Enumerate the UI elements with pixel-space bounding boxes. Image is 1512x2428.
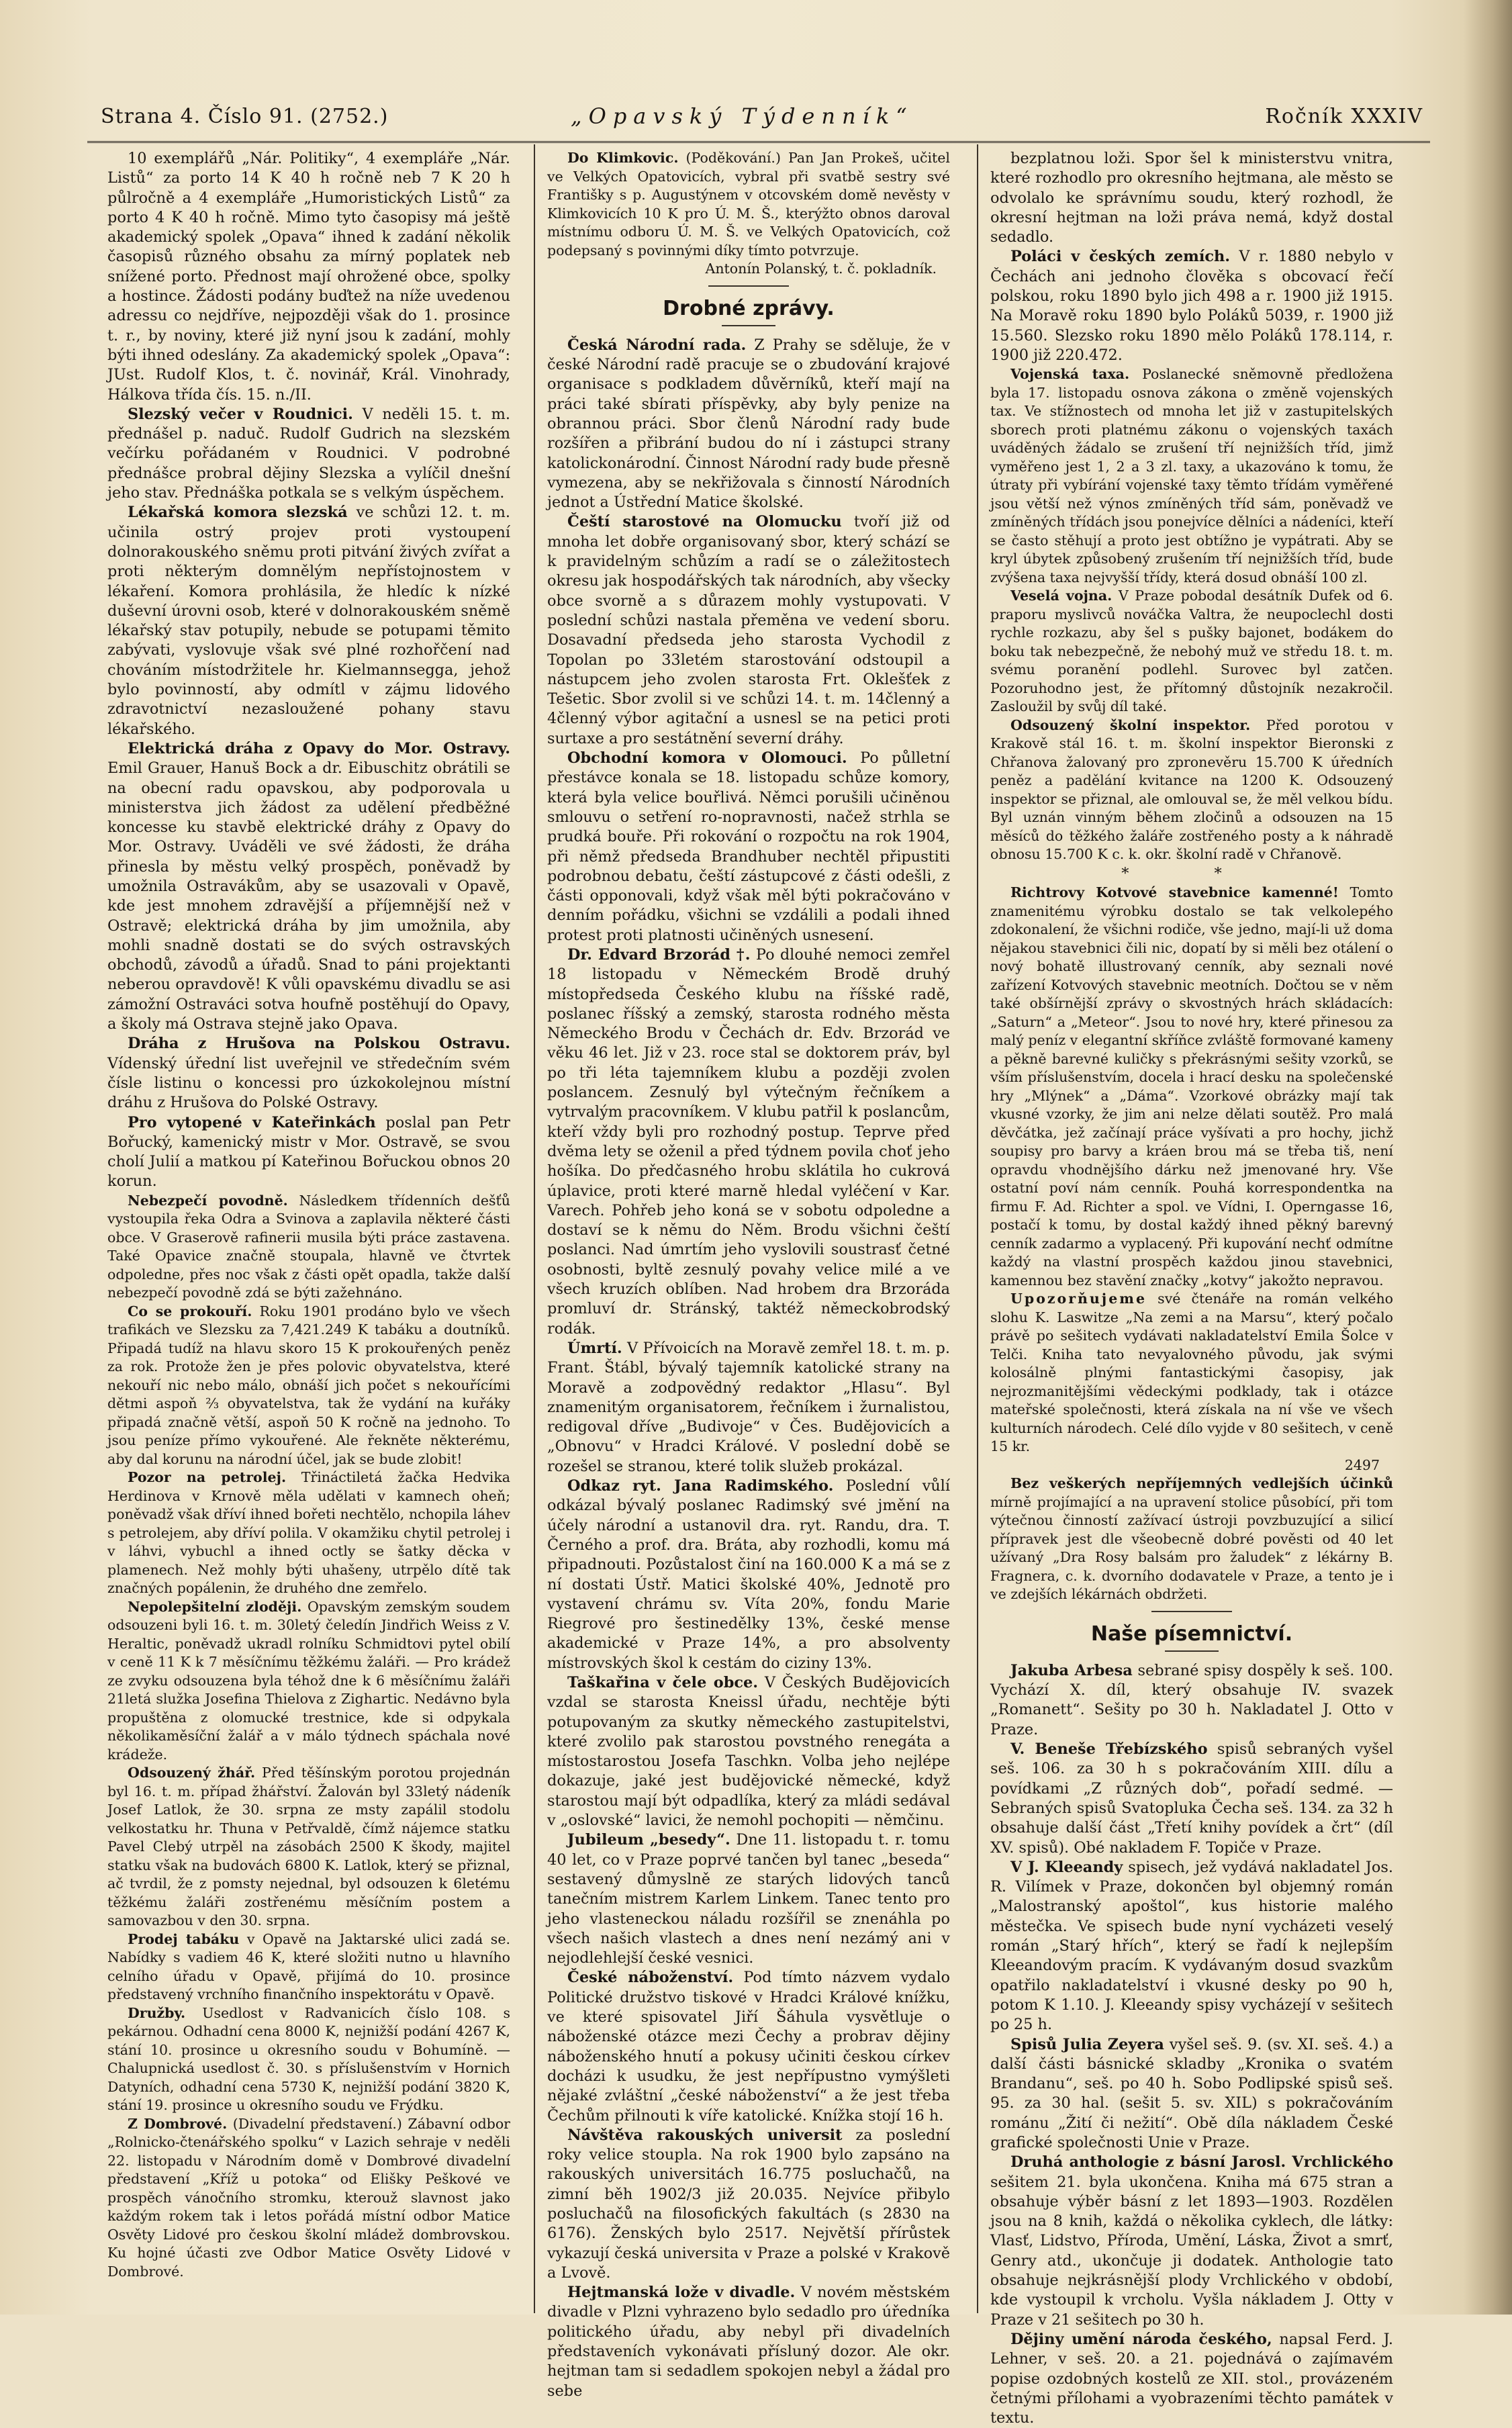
advert-balsam-text: mírně projímající a na upravení stolice působící, při tom výtečnou činností zažívací ústroji povzbuzující a silicí přípravek jest dle všeobecně dobré pověsti od 40 let užívaný „Dra Rosy balsám pro žaludek“ z lékárny B. Fragnera, c. k. dvorního dodavatele v Praze, a tento je i ve zdejších lékárnách obdržeti. <box>990 1493 1393 1603</box>
article-text: Třináctiletá žačka Hedvika Herdinova v Krnově měla udělati v kamnech oheň; poněvadž však dříví ihned bořeti nechtělo, nchopila láhev s petrolejem, aby dříví polila. V okamžiku chytil petrolej i v láhvi, vybuchl a ihned octly se šatky děcka v plamenech. Než mohly býti uhašeny, utrpělo dítě tak značných popálenin, že druhého dne zemřelo. <box>107 1469 510 1597</box>
advert-balsam-title: Bez veškerých nepříjemných vedlejších účinků <box>1010 1475 1393 1492</box>
section-title-drobne-zpravy: Drobné zprávy. <box>663 296 835 320</box>
article-lead: Prodej tabáku <box>128 1930 240 1947</box>
article-paragraph <box>547 336 950 513</box>
article-text: Poslední vůlí odkázal bývalý poslanec Radimský své jmění na účely národní a ustanovil dra. ryt. Randu, dra. T. Černého a prof. dra. Bráta, aby rozhodli, komu má připadnouti. Pozůstalost činí na 160.000 K a má se z ní dostati Ústř. Matici školské 40%, Jednotě pro vystavení chrámu sv. Víta 20%, fondu Marie Riegrové pro šestinedělky 13%, české mense akademické v Praze 14%, a pro absolventy místrovských škol k cestám do ciziny 13%. <box>547 1477 950 1672</box>
advert-balsam <box>990 1475 1393 1604</box>
article-lead: Pro vytopené v Kateřinkách <box>128 1113 376 1131</box>
article-paragraph <box>107 1468 510 1598</box>
notice-text: své čtenáře na román velkého slohu K. Laswitze „Na zemi a na Marsu“, který počalo právě po sešitech vydávati nakladatelství Emila Šolce v Telči. Kniha tato nevyalovného původu, jak svými kolosálně plnými fantastickými časopisy, jak nejrozmanitějšími vědeckými podklady, tak i otázce mateřské společnosti, která získala na ní vše ve všech kulturních národech. Celé dílo vyjde v 80 sešitech, v ceně 15 kr. <box>990 1291 1393 1455</box>
article-paragraph <box>547 1339 950 1477</box>
article-paragraph <box>547 945 950 1339</box>
article-lead: Z Dombrové. <box>128 2115 228 2132</box>
column-3 <box>990 149 1394 2427</box>
article-lead: Vojenská taxa. <box>1010 366 1130 383</box>
section-divider <box>722 325 775 326</box>
article-paragraph <box>990 247 1393 365</box>
article-paragraph <box>547 149 950 260</box>
article-paragraph <box>107 1303 510 1469</box>
advert-kotva <box>990 884 1393 1290</box>
article-text: Emil Grauer, Hanuš Bock a dr. Eibuschitz obrátili se na obecní radu opavskou, aby podporovala u ministerstva jich žádost za udělení předběžné koncesse ku stavbě elektrické dráhy z Opavy do Mor. Ostravy. Uváděli ve své žádosti, že dráha přinesla by městu velký prospěch, poněvadž by umožnila Ostravákům, aby se usazovali v Opavě, kde jest mnohem zdravější a příjemnější než v Ostravě; elektrická dráha by jim umožnila, aby mohli snadně dostati se do svých ostravských obchodů, závodů a úřadů. Snad to páni projektanti neberou opravdově! K vůli opavskému divadlu se asi zámožní Ostraváci sotva houfně postěhují do Opavy, a školy má Ostrava stejně jako Opava. <box>107 759 510 1033</box>
article-text: napsal Ferd. J. Lehner, v seš. 20. a 21. pojednává o zajímavém popise ozdobných kostelů ze XII. stol., provázeném četnými přílohami a vyobrazeními těchto památek v textu. <box>990 2330 1393 2427</box>
article-lead: Taškařina v čele obce. <box>567 1673 759 1691</box>
article-lead: České náboženství. <box>567 1969 734 1987</box>
article-text: Před těšínským porotou projednán byl 16. t. m. případ žhářství. Žalován byl 33letý nádeník Josef Latlok, že 30. srpna ze msty zapálil stodolu velkostatku hr. Thuna v Petřvaldě, čímž nájemce statku Pavel Clebý utrpěl na zásobách 2500 K škody, majitel statku však na budovách 6800 K. Latlok, který se přiznal, ač tvrdil, že z pomsty nejednal, byl odsouzen k 6letému těžkému žaláři zostřenému měsíčním postem a samovazbou v den 30. srpna. <box>107 1765 510 1929</box>
article-text: Dne 11. listopadu t. r. tomu 40 let, co v Praze poprvé tančen byl tanec „beseda“ sestavený důmyslně ze starých lidových tanců tanečním mistrem Karlem Linkem. Tanec tento pro jeho vlasteneckou náladu rozšířil se znenáhla po všech našich vlastech a dnes není nezámý ani v nejodlehlejší české vesnici. <box>547 1831 950 1967</box>
article-paragraph <box>547 512 950 749</box>
volume-number: Ročník XXXIV <box>1265 105 1423 128</box>
article-lead: Pozor na petrolej. <box>128 1469 287 1486</box>
article-lead: Hejtmanská lože v divadle. <box>567 2284 796 2302</box>
article-paragraph <box>990 716 1393 864</box>
article-text: V Českých Budějovicích vzdal se starosta Kneissl úřadu, nechtěje býti potupovaným za skutky německého zastupitelstvi, které zvolilo pak starostou povstného renegáta a místostarostou Josefa Taschkn. Volba jeho nejlépe dokazuje, jaké jest budějovické německé, když starostou mají být odpadlíka, který za mládi sedával v „oslovské“ lavici, že nemohl pochopiti — němčinu. <box>547 1673 950 1830</box>
article-paragraph <box>990 1858 1393 2035</box>
article-paragraph <box>107 1598 510 1765</box>
column-2 <box>547 149 951 2400</box>
article-paragraph <box>547 1673 950 1830</box>
article-lead: Nebezpečí povodně. <box>128 1192 288 1209</box>
newspaper-title: „Opavský Týdenník“ <box>571 103 914 129</box>
article-text: spisech, jež vydává nakladatel Jos. R. Vilímek v Praze, dokončen byl objemný román „Malostranský apoštol“, kus historie malého městečka. Ve spisech bude nyní vycházeti veselý román „Starý hřích“, který se řadí k nejlepším Kleeandovým pracím. K vydávaným dosud svazkům opatřilo nakladatelství i vkusné desky po 90 h, potom K 1.10. J. Kleeandy spisy vycházejí v sešitech po 25 h. <box>990 1858 1393 2034</box>
article-lead: Družby. <box>128 2004 186 2021</box>
article-paragraph <box>107 1034 510 1113</box>
notice-laswitz <box>990 1290 1393 1456</box>
article-lead: Jubileum „besedy“. <box>567 1831 730 1849</box>
article-paragraph <box>547 2283 950 2401</box>
article-paragraph <box>107 1764 510 1930</box>
article-paragraph <box>107 503 510 739</box>
article-paragraph <box>990 1661 1393 1740</box>
article-lead: Dějiny umění národa českého, <box>1010 2330 1272 2348</box>
article-text: V novém městském divadle v Plzni vyhrazeno bylo sedadlo pro úředníka politického úřadu, aby nebyl při divadelních představeních vykonávati přísluný dozor. Ale okr. hejtman tam si sedadlem spokojen nebyl a žádal pro sebe <box>547 2284 950 2400</box>
column-rule-2 <box>977 144 978 2313</box>
article-paragraph <box>990 365 1393 587</box>
page-header <box>87 101 1430 141</box>
article-lead: Dráha z Hrušova na Polskou Ostravu. <box>128 1035 510 1053</box>
notice-title: Upozorňujeme <box>1010 1291 1147 1307</box>
article-text: Po půlletní přestávce konala se 18. listopadu schůze komory, která byla velice bouřlivá. Němci porušili učiněnou smlouvu o setření ro-nopravnosti, načež strhla se prudká bouře. Při rokování o rozpočtu na rok 1904, při němž předseda Brandhuber nechtěl připustiti podrobnou debatu, čeští zástupcové z části odešli, z části opponovali, když však měl býti pokračováno v denním pořádku, všichni se vzdálili a podali ihned protest proti platnosti učiněných usnesení. <box>547 749 950 944</box>
article-lead: Dr. Edvard Brzorád †. <box>567 946 751 964</box>
article-paragraph <box>547 2126 950 2283</box>
article-text: sebrané spisy dospěly k seš. 100. Vychází X. díl, který obsahuje IV. svazek „Romanett“. Sešity po 30 h. Nakladatel J. Otto v Praze. <box>990 1661 1393 1738</box>
article-paragraph <box>107 1930 510 2004</box>
signature: Antonín Polanský, t. č. pokladník. <box>705 261 937 277</box>
article-lead: Úmrtí. <box>567 1339 622 1357</box>
article-text: sešitem 21. byla ukončena. Kniha má 675 stran a obsahuje výběr básní z let 1893—1903. Rozdělen jsou na 8 knih, každá o několika cyklech, dle látky: Vlasť, Lidstvo, Příroda, Umění, Láska, Život a smrť, Genry atd., ukončuje ji dodatek. Anthologie tato obsahuje nejkrásnější plody Vrchlického v období, kde vystoupil k vrcholu. Vyšla nákladem J. Otty v Praze v 21 sešitech po 30 h. <box>990 2173 1393 2329</box>
article-lead: Co se prokouří. <box>128 1303 252 1319</box>
article-paragraph <box>107 2115 510 2282</box>
article-lead: Čeští starostové na Olomucku <box>567 513 842 531</box>
article-text: V Přívoicích na Moravě zemřel 18. t. m. p. Frant. Štábl, bývalý tajemník katolické strany na Moravě a zodpovědný redaktor „Hlasu“. Byl znamenitým organisatorem, řečníkem i žurnalistou, redigoval dříve „Budivoje“ v Čes. Budějovicích a „Obnovu“ v Hradci Králové. V poslední době se rozešel se stranou, které tolik služeb prokázal. <box>547 1339 950 1475</box>
article-text: V Praze pobodal desátník Dufek od 6. praporu myslivců nováčka Valtra, že neupoclechl dosti rychle rozkazu, aby šel s pušky bajonet, bodákem do boku tak nebezpečně, že nebohý muž ve středu 18. t. m. svému poranění podlehl. Surovec byl zatčen. Pozoruhodno jest, že přítomný důstojník nezakročil. Zasloužil by svůj díl také. <box>990 588 1394 715</box>
article-paragraph <box>990 1740 1393 1858</box>
article-text: Opavským zemským soudem odsouzeni byli 16. t. m. 30letý čeledín Jindřich Weiss z V. Heraltic, poněvadž ukradl rolníku Schmidtovi pytel obilí v ceně 11 K k 7 měsíčnímu těžkému žaláři. — Pro krádež ze zvyku odsouzena byla téhož dne k 6 měsíčnímu žaláři 21letá služka Josefina Thielova z Zighartic. Nedávno byla propuštěna z olomucké trestnice, kde si odpykala několikaměsíční žalář a v málo týdnech spáchala nové krádeže. <box>107 1598 510 1763</box>
article-text: tvoří již od mnoha let dobře organisovaný sbor, který schází se k pravidelným schůzím a radí se o záležitostech okresu jak hospodářských tak národních, aby všecky obce svorně a s důrazem mohly vystupovati. V poslední schůzi nastala přeměna ve vedení sboru. Dosavadní předseda jeho starosta Vychodil z Topolan po 33letém starostování odstoupil a nástupcem jeho zvolen starosta Frt. Oklešťek z Tešetic. Sbor zvolil si ve schůzi 14. t. m. 14členný a 4členný výbor agitační a usnesl se na petici proti surtaxe a pro sestátnění severní dráhy. <box>547 513 950 747</box>
section-divider <box>1165 1650 1219 1652</box>
article-lead: Spisů Julia Zeyera <box>1010 2035 1164 2053</box>
article-paragraph <box>547 1968 950 2125</box>
article-lead: Odsouzený žhář. <box>128 1765 256 1781</box>
article-paragraph <box>107 149 510 405</box>
page-binding-shadow <box>1464 0 1512 2315</box>
article-text: (Poděkování.) Pan Jan Prokeš, učitel ve Velkých Opatovicích, vybral při svatbě sestry své Františky s p. Augustýnem v otcovském domě nevěsty v Klimkovicích 10 K pro Ú. M. Š., kterýžto obnos daroval místnímu odboru Ú. M. Š. ve Velkých Opatovicích, což podepsaný s povinnými díky tímto potvrzuje. <box>547 150 950 259</box>
article-text: ve schůzi 12. t. m. učinila ostrý projev proti vystoupení dolnorakouského sněmu proti pitvání živých zvířat a proti některým domnělým nepřístojnostem v lékaření. Komora prohlásila, že hledíc k nízké duševní úrovni osob, které v dolnorakouském sněmě lékařský stav potupily, nebude se potupami těmito zabývati, vyslovuje však své plné rozhořčení nad chováním místodržitele hr. Kielmannsegga, jehož bylo povinností, aby odmítl v zájmu lidového zdravotnictví nezasloužené pohany stavu lékařského. <box>107 504 511 738</box>
article-lead: V J. Kleeandy <box>1010 1858 1123 1876</box>
article-paragraph <box>107 405 510 503</box>
notice-code: 2497 <box>1344 1456 1380 1473</box>
article-text: 10 exemplářů „Nár. Politiky“, 4 exempláře „Nár. Listů“ za porto 14 K 40 h ročně neb 7 K 20 h půlročně a 4 exempláře „Humoristických Listů“ za porto 4 K 40 h ročně. Mimo tyto časopisy má ještě akademický spolek „Opava“ ihned k zadání několik časopisů různého obsahu za mírný poplatek neb snížené porto. Přednost mají ohrožené obce, spolky a hostince. Žádosti podány buďtež na níže uvedenou adressu co nejdříve, nejpozději však do 1. prosince t. r., by noviny, které již nyní jsou k zadání, mohly býti ihned odeslány. Za akademický spolek „Opava“: JUst. Rudolf Klos, t. č. novinář, Král. Vinohrady, Hálkova třída čís. 15. n./II. <box>107 150 510 404</box>
article-paragraph <box>990 2035 1393 2153</box>
column-1 <box>107 149 510 2311</box>
article-text: Pod tímto názvem vydalo Politické družstvo tiskové v Hradci Králové knížku, ve které spisovatel Jiří Šáhula vysvětluje o náboženské otázce mezi Čechy a probrav dějiny náboženského hnutí a pokusy učiniti českou církev docházi k usudku, že jest nepřípustno vymýšleti nějaké zvláštní „české náboženství“ a že jest třeba Čechům přilnouti k víře katolické. Knížka stojí 16 h. <box>547 1969 950 2124</box>
article-lead: Veselá vojna. <box>1010 588 1113 604</box>
article-lead: Do Klimkovic. <box>567 150 679 166</box>
article-text: vyšel seš. 9. (sv. XI. seš. 4.) a další části básnické skladby „Kronika o svatém Brandanu“, seš. po 40 h. Sobo Podlipské spisů seš. 95. za 30 hal. (sešit 5. sv. XIL) s pokračováním románu „Žití či nežití“. Obě díla nákladem České grafické společnosti Unie v Praze. <box>990 2035 1393 2151</box>
article-text: V neděli 15. t. m. přednášel p. naduč. Rudolf Gudrich na slezském večírku pořádaném v Roudnici. V podrobné přednášce probral dějiny Slezska a vylíčil dnešní jeho stav. Přednáška potkala se s velkým úspěchem. <box>107 405 510 502</box>
article-paragraph <box>990 2153 1393 2330</box>
article-lead: Obchodní komora v Olomouci. <box>567 749 847 767</box>
article-paragraph <box>547 1477 950 1673</box>
header-rule <box>87 141 1430 143</box>
article-text: Po dlouhé nemoci zemřel 18 listopadu v Německém Brodě druhý místopředseda Českého klubu na říšské radě, poslanec říšský a zemský, starosta rodného města Německého Brodu v Čechách dr. Edv. Brzorád ve věku 46 let. Již v 23. roce stal se doktorem práv, byl po tři léta tajemníkem klubu a později zvolen poslancem. Zesnulý byl výtečným řečníkem a vytrvalým pracovníkem. V klubu patřil k poslancům, kteří vždy byli pro rozhodný postup. Teprve před dvěma lety se oženil a před týdnem povila choť jeho hošíka. Do předčasného hrobu sklátila ho cukrová úplavice, proti které marně hledal vyléčení v Kar. Varech. Pohřeb jeho koná se v sobotu odpoledne a dostaví se k němu do Něm. Brodu všichni čeští poslanci. Nad úmrtím jeho vyslovili soustrasť četné osobnosti, byltě zesnulý povahy velice milé a ve všech kruzích oblíben. Nad hrobem dra Brzoráda promluví dr. Stránský, taktéž německobrodský rodák. <box>547 946 950 1338</box>
article-text: Vídenský úřední list uveřejnil ve středečním svém čísle listinu o koncessi pro úzkokolejnou místní dráhu z Hrušova do Polské Ostravy. <box>107 1054 510 1112</box>
section-divider <box>1151 1611 1232 1612</box>
article-text: Z Prahy se sděluje, že v české Národní radě pracuje se o zbudování krajové organisace s podkladem důvěrníků, kteří mají na práci také sbírati příspěvky, aby byly penize na obrannou práci. Sbor členů Národní rady bude rozšířen a přibrání budou do ní i zástupci strany katolickonárodní. Činnost Národní rady bude přesně vymezena, aby se nekřižovala s činností Národních jednot a Ústřední Matice školské. <box>547 336 950 512</box>
article-paragraph <box>547 749 950 945</box>
article-lead: Nepolepšitelní zloději. <box>128 1598 302 1615</box>
article-paragraph <box>990 587 1393 716</box>
article-paragraph <box>990 149 1393 247</box>
article-lead: Druhá anthologie z básní Jarosl. Vrchlického <box>1010 2153 1393 2172</box>
article-lead: Česká Národní rada. <box>567 336 747 354</box>
article-paragraph <box>107 1113 510 1192</box>
article-paragraph <box>107 739 510 1034</box>
separator-stars: * * <box>1121 864 1262 882</box>
page-number-issue: Strana 4. Číslo 91. (2752.) <box>101 105 389 128</box>
article-text: spisů sebraných vyšel seš. 106. za 30 h s pokračováním XIII. dílu a povídkami „Z různých dob“, pořadí sedmé. — Sebraných spisů Svatopluka Čecha seš. 134. za 32 h obsahuje další část „Třetí knihy povídek a črt“ (díl XV. spisů). Obé nakladem F. Topiče v Praze. <box>990 1740 1394 1857</box>
article-text: Před porotou v Krakově stál 16. t. m. školní inspektor Bieronski z Chřanova žalovaný pro zpronevěru 15.700 K úředních peněz a padělání kvitance na 1200 K. Odsouzený inspektor se přiznal, ale omlouval se, že měl velkou bídu. Byl uznán vinným během zločinů a odsouzen na 15 měsíců do těžkého žaláře zostřeného posty a k náhradě obnosu 15.700 K c. k. okr. školní radě v Chřanově. <box>990 716 1393 863</box>
article-lead: Slezský večer v Roudnici. <box>128 405 353 423</box>
section-title-pisemnictvi: Naše písemnictví. <box>1090 1622 1293 1646</box>
article-lead: Lékařská komora slezská <box>128 504 348 522</box>
section-divider <box>708 285 789 287</box>
article-text: v Opavě na Jaktarské ulici zadá se. Nabídky s vadiem 46 K, které složiti nutno u hlavního celního úřadu v Opavě, přijímá do 10. prosince představený vrchního finančního inspektorátu v Opavě. <box>107 1930 510 2003</box>
article-paragraph <box>547 1830 950 1968</box>
article-lead: Elektrická dráha z Opavy do Mor. Ostravy. <box>128 739 510 757</box>
article-text: Poslanecké sněmovně předložena byla 17. listopadu osnova zákona o změně vojenských tax. Ve stížnostech od mnoha let již v zastupitelských sborech proti platnému zákonu o vojenských taxách uváděných žádalo se zrušení tří nejnižších tříd, jimž vyměřeno jest 1, 2 a 3 zl. taxy, a ukazováno k tomu, že útraty při vybírání vojenské taxy těmto třídám vyměřené jsou větší než výnos zmíněných tříd sám, poněvadž ve zmíněných třídách jsou ponejvíce dělníci a nádeníci, kteří se často stěhují a proto jest obtížno je vypátrati. Aby se kryl úbytek způsobený zrušením tří nejnižších tříd, bude zvýšena taxa nejvyšší třídy, která dosud obnáší 100 zl. <box>990 366 1393 586</box>
article-text: Roku 1901 prodáno bylo ve všech trafikách ve Slezsku za 7,421.249 K tabáku a doutníků. Připadá tudíž na hlavu skoro 15 K prokouřených peněz za rok. Protože žen je přes polovic obyvatelstva, které nekouří nic nebo málo, obnáší jich počet s nekouřícími dětmi aspoň ⅔ obyvatelstva, tak že vydání na kuřáky připadá značně větší, aspoň 50 K ročně na jednoho. To jsou peníze přímo vykouřené. Ale řekněte některému, aby dal korunu na národní účel, jak se bude zlobit! <box>107 1303 510 1467</box>
article-text: bezplatnou loži. Spor šel k ministerstvu vnitra, které rozhodlo pro okresního hejtmana, ale město se odvolalo ke správnímu soudu, který rozhodl, že okresní hejtman na loži práva nemá, když dostal sedadlo. <box>990 150 1393 246</box>
article-lead: Odsouzený školní inspektor. <box>1010 716 1251 733</box>
article-lead: Odkaz ryt. Jana Radimského. <box>567 1477 834 1495</box>
article-text: Následkem třídenních dešťů vystoupila řeka Odra a Svinova a zaplavila některé části obce. V Graserově rafinerii musila býti práce zastavena. Také Opavice značně stoupala, hlavně ve čtvrtek odpoledne, přes noc však z části opět opadla, takže další nebezpečí povodně zdá se býti zažehnáno. <box>107 1192 511 1301</box>
advert-title: Richtrovy Kotvové stavebnice kamenné! <box>1010 884 1339 901</box>
article-lead: Návštěva rakouských universit <box>567 2126 843 2144</box>
article-lead: V. Beneše Třebízského <box>1010 1740 1208 1759</box>
article-paragraph <box>990 2330 1393 2428</box>
article-lead: Jakuba Arbesa <box>1010 1661 1133 1679</box>
column-rule-1 <box>534 144 535 2313</box>
article-text: V r. 1880 nebylo v Čechách ani jednoho člověka s obcovací řečí polskou, roku 1890 bylo jich 498 a r. 1900 již 1915. Na Moravě roku 1890 bylo Poláků 5039, r. 1900 již 15.560. Slezsko roku 1890 mělo Poláků 178.114, r. 1900 již 220.472. <box>990 248 1393 364</box>
article-text: Usedlost v Radvanicích číslo 108. s pekárnou. Odhadní cena 8000 K, nejnižší podání 4267 K, stání 10. prosince u okresního soudu v Bohumíně. — Chalupnická usedlost č. 30. s příslušenstvím v Hornich Datyních, odhadní cena 5730 K, nejnižší podání 3820 K, stání 19. prosince u okresního soudu ve Frýdku. <box>107 2004 510 2114</box>
article-paragraph <box>107 2004 510 2115</box>
article-text: (Divadelní představení.) Zábavní odbor „Rolnicko-čtenářského spolku“ v Lazich sehraje v neděli 22. listopadu v Národním domě v Dombrové divadelní představení „Kříž u potoka“ od Elišky Peškové ve prospěch vánočního stromku, kterouž slavnost jako každým rokem tak i letos pořádá místní odbor Matice Osvěty Lidové pro českou školní mládež dombrovskou. Ku hojné účasti zve Odbor Matice Osvěty Lidové v Dombrové. <box>107 2115 510 2280</box>
article-lead: Poláci v českých zemích. <box>1010 248 1231 266</box>
advert-text: Tomto znamenitému výrobku dostalo se tak velkolepého zdokonalení, že všichni rodiče, vše jedno, mají-li už doma nějakou stavebnici čili nic, dopatí by si měli bez otálení o nový bohatě illustrovaný cenník, aby seznali nové zařízení Kotvových stavebnic meotních. Dočtou se v něm také obšírnější zprávy o skvostných hrách skládacích: „Saturn“ a „Meteor“. Jsou to nové hry, které přinesou za malý peníz v elegantní skříňce zvláště formované kameny a pěkně barevné kuličky s překrásnými sešity vzorků, se vším příslušenstvím, docela i hrací desku na společenské hry „Mlýnek“ a „Dáma“. Vzorkové obrázky mají tak vkusné vzorky, že jim ani nelze dělati soutěž. Pro malá děvčátka, jež začínají práce vyšívati a pro hochy, jichž soupisy pro barvy a kráen brou má se třeba tiš, není opravdu vhodnějšího dárku než jmenované hry. Vše ostatní poví nám cenník. Pouhá korrespondentka na firmu F. Ad. Richter a spol. ve Vídni, I. Operngasse 16, postačí k tomu, by dostal každý ihned pěkný barevný cenník zadarmo a vyplacený. Při kupování nechť odmítne každý na vlastní prospěch každou jinou stavebnici, kamennou bez stavění značky „kotvy“ jakožto nepravou. <box>990 884 1393 1289</box>
article-text: za poslední roky velice stoupla. Na rok 1900 bylo zapsáno na rakouských universitách 16.775 posluchačů, na zimní běh 1902/3 již 20.035. Nejvíce přibylo posluchačů na filosofických fakultách (s 2830 na 6176). Ženských bylo 2517. Největší přírůstek vykazují česká universita v Praze a polské v Krakově a Lvově. <box>547 2126 951 2282</box>
article-text: poslal pan Petr Bořucký, kamenický mistr v Mor. Ostravě, se svou cholí Julií a matkou pí Kateřinou Bořuckou obnos 20 korun. <box>107 1113 510 1190</box>
article-paragraph <box>107 1192 510 1303</box>
